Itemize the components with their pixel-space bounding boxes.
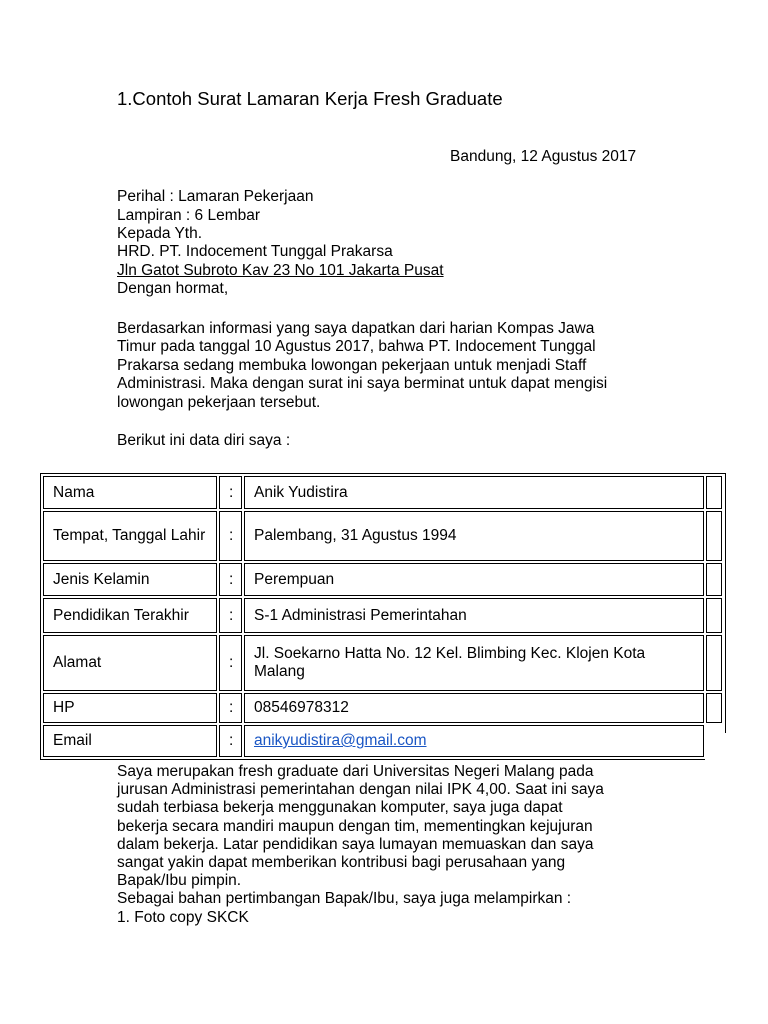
table-colon: : [219,725,242,757]
table-value-email [244,725,704,757]
recipient-salutation: Kepada Yth. [117,225,203,242]
letter-title: 1.Contoh Surat Lamaran Kerja Fresh Graduate [117,88,503,109]
recipient-company: HRD. PT. Indocement Tunggal Prakarsa [117,243,393,260]
closing-line: dalam bekerja. Latar pendidikan saya lumayan memuaskan dan saya [117,835,594,853]
closing-paragraph [117,763,657,927]
table-extra-cell [706,693,722,723]
closing-line: jurusan Administrasi pemerintahan dengan nilai IPK 4,00. Saat ini saya [117,781,604,799]
intro-line: lowongan pekerjaan tersebut. [117,393,321,411]
closing-line: 1. Foto copy SKCK [117,908,249,926]
table-colon: : [219,511,242,561]
greeting: Dengan hormat, [117,280,229,297]
table-colon: : [219,693,242,723]
closing-line: Bapak/Ibu pimpin. [117,872,242,890]
table-label-alamat: Alamat [43,635,217,691]
intro-line: Prakarsa sedang membuka lowongan pekerjaan untuk menjadi Staff [117,356,587,374]
table-colon: : [219,476,242,509]
closing-line: sangat yakin dapat memberikan kontribusi bagi perusahaan yang [117,854,566,872]
table-label-pendidikan-terakhir: Pendidikan Terakhir [43,598,217,633]
table-border-right [725,473,726,733]
table-border-left [40,473,41,760]
table-value-hp: 08546978312 [244,693,704,723]
subject-line: Perihal : Lamaran Pekerjaan [117,188,314,205]
table-colon: : [219,563,242,596]
table-extra-cell [706,511,722,561]
data-intro: Berikut ini data diri saya : [117,432,291,449]
table-label-email: Email [43,725,217,757]
intro-paragraph [117,320,657,412]
recipient-address: Jln Gatot Subroto Kav 23 No 101 Jakarta Pusat [117,262,444,279]
personal-data-table [40,473,726,760]
table-colon: : [219,635,242,691]
table-extra-cell [706,563,722,596]
table-label-tempat-tanggal-lahir: Tempat, Tanggal Lahir [43,511,217,561]
attachment-line: Lampiran : 6 Lembar [117,207,261,224]
table-extra-cell [706,476,722,509]
intro-line: Berdasarkan informasi yang saya dapatkan dari harian Kompas Jawa [117,320,595,337]
intro-line: Administrasi. Maka dengan surat ini saya berminat untuk dapat mengisi [117,375,608,393]
table-extra-cell [706,598,722,633]
table-label-nama: Nama [43,476,217,509]
table-value-jenis-kelamin: Perempuan [244,563,704,596]
table-colon: : [219,598,242,633]
letter-date: Bandung, 12 Agustus 2017 [450,148,637,165]
table-label-hp: HP [43,693,217,723]
table-border-top [40,473,726,474]
email-link[interactable]: anikyudistira@gmail.com [254,732,427,749]
closing-line: Saya merupakan fresh graduate dari Universitas Negeri Malang pada [117,763,594,780]
table-border-bottom [40,759,705,760]
table-value-tempat-tanggal-lahir: Palembang, 31 Agustus 1994 [244,511,704,561]
intro-line: Timur pada tanggal 10 Agustus 2017, bahwa PT. Indocement Tunggal [117,338,596,356]
table-extra-cell [706,635,722,691]
closing-line: bekerja secara mandiri maupun dengan tim, mementingkan kejujuran [117,817,593,835]
closing-line: Sebagai bahan pertimbangan Bapak/Ibu, saya juga melampirkan : [117,890,572,908]
table-label-jenis-kelamin: Jenis Kelamin [43,563,217,596]
table-value-pendidikan-terakhir: S-1 Administrasi Pemerintahan [244,598,704,633]
closing-line: sudah terbiasa bekerja menggunakan komputer, saya juga dapat [117,799,563,817]
table-value-nama: Anik Yudistira [244,476,704,509]
table-value-alamat: Jl. Soekarno Hatta No. 12 Kel. Blimbing Kec. Klojen Kota Malang [244,635,704,691]
